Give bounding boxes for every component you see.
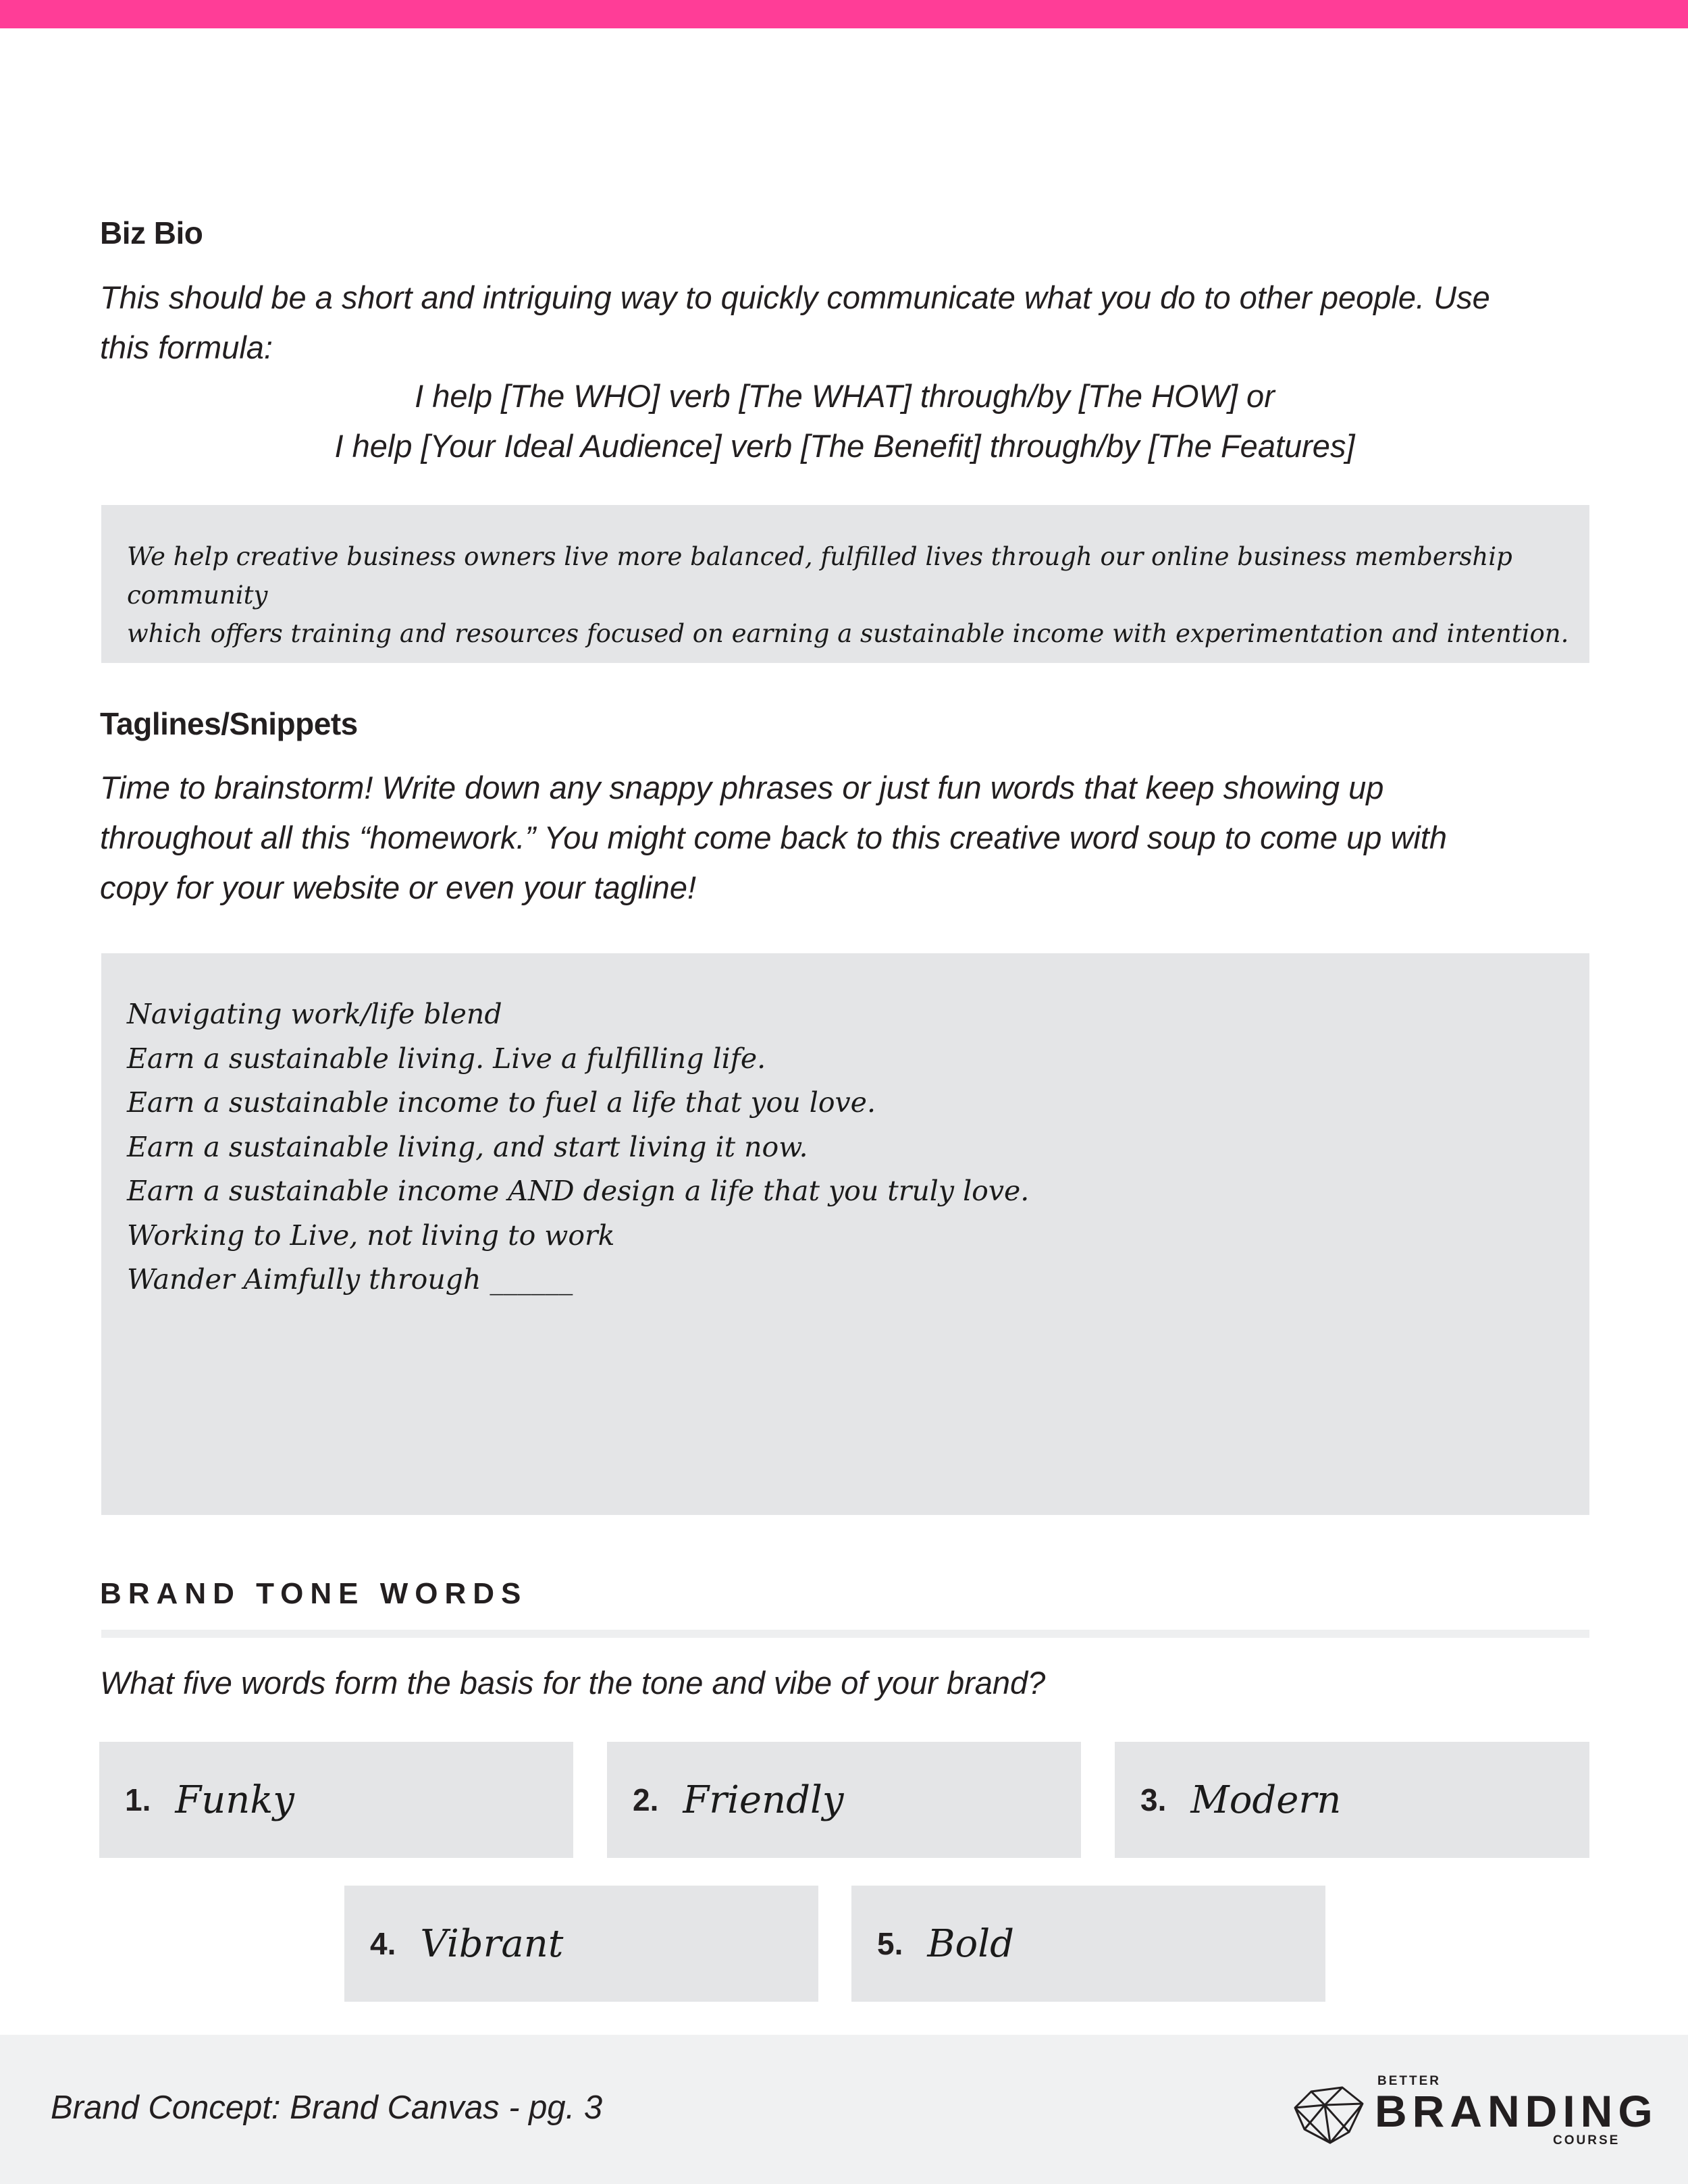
taglines-description-line: Time to brainstorm! Write down any snappy phrases or just fun words that keep showing up — [100, 770, 1384, 805]
tagline-item: Working to Live, not living to work — [127, 1219, 615, 1252]
diamond-icon — [1291, 2085, 1367, 2146]
brand-tone-heading: BRAND TONE WORDS — [100, 1577, 528, 1610]
tone-word-value: Modern — [1190, 1778, 1342, 1822]
tone-word-value: Funky — [175, 1778, 294, 1822]
brand-tone-question: What five words form the basis for the tone and vibe of your brand? — [100, 1665, 1046, 1701]
biz-bio-formula — [100, 371, 1589, 471]
tone-word-number: 1. — [125, 1782, 151, 1817]
logo-text-top: BETTER — [1377, 2074, 1441, 2088]
tone-word-value: Bold — [927, 1921, 1014, 1966]
biz-bio-description-line: this formula: — [100, 329, 273, 365]
tagline-item: Earn a sustainable living. Live a fulfilling life. — [127, 1042, 766, 1075]
tone-word-value: Friendly — [683, 1778, 844, 1822]
brand-tone-divider — [101, 1630, 1589, 1638]
tone-word-box-5[interactable] — [851, 1886, 1325, 2002]
tone-word-number: 4. — [370, 1926, 396, 1961]
biz-bio-description — [100, 273, 1592, 373]
tagline-item: Earn a sustainable living, and start living it now. — [127, 1130, 808, 1163]
tone-word-number: 5. — [877, 1926, 903, 1961]
taglines-title: Taglines/Snippets — [100, 706, 358, 741]
logo-text-main: BRANDING — [1375, 2086, 1658, 2136]
tagline-item: Earn a sustainable income AND design a life that you truly love. — [127, 1175, 1030, 1207]
tagline-item: Wander Aimfully through ______ — [127, 1263, 573, 1296]
tone-word-box-3[interactable] — [1115, 1742, 1589, 1858]
tagline-item: Navigating work/life blend — [127, 998, 502, 1030]
taglines-description-line: copy for your website or even your tagline! — [100, 870, 697, 905]
taglines-list — [127, 992, 1545, 1302]
better-branding-logo — [1291, 2074, 1658, 2148]
taglines-description-line: throughout all this “homework.” You might come back to this creative word soup to come up with — [100, 820, 1447, 855]
tone-word-number: 2. — [633, 1782, 659, 1817]
biz-bio-title: Biz Bio — [100, 215, 203, 250]
top-accent-bar — [0, 0, 1688, 28]
formula-line: I help [The WHO] verb [The WHAT] through/by [The HOW] or — [415, 378, 1275, 414]
tone-word-value: Vibrant — [420, 1921, 564, 1966]
tone-word-box-4[interactable] — [344, 1886, 818, 2002]
tone-word-box-1[interactable] — [99, 1742, 573, 1858]
biz-bio-description-line: This should be a short and intriguing way to quickly communicate what you do to other people. Use — [100, 279, 1490, 315]
tone-word-box-2[interactable] — [607, 1742, 1081, 1858]
taglines-description — [100, 763, 1592, 913]
tone-word-number: 3. — [1140, 1782, 1167, 1817]
footer-page-label: Brand Concept: Brand Canvas - pg. 3 — [51, 2089, 603, 2126]
biz-bio-answer-line: We help creative business owners live more balanced, fulfilled lives through our online business membership community — [127, 542, 1512, 610]
logo-text-bottom: COURSE — [1553, 2133, 1620, 2148]
formula-line: I help [Your Ideal Audience] verb [The Benefit] through/by [The Features] — [334, 428, 1355, 464]
biz-bio-answer-line: which offers training and resources focused on earning a sustainable income with experimentation and intention. — [127, 619, 1569, 648]
tagline-item: Earn a sustainable income to fuel a life that you love. — [127, 1086, 876, 1119]
biz-bio-answer — [127, 537, 1572, 653]
